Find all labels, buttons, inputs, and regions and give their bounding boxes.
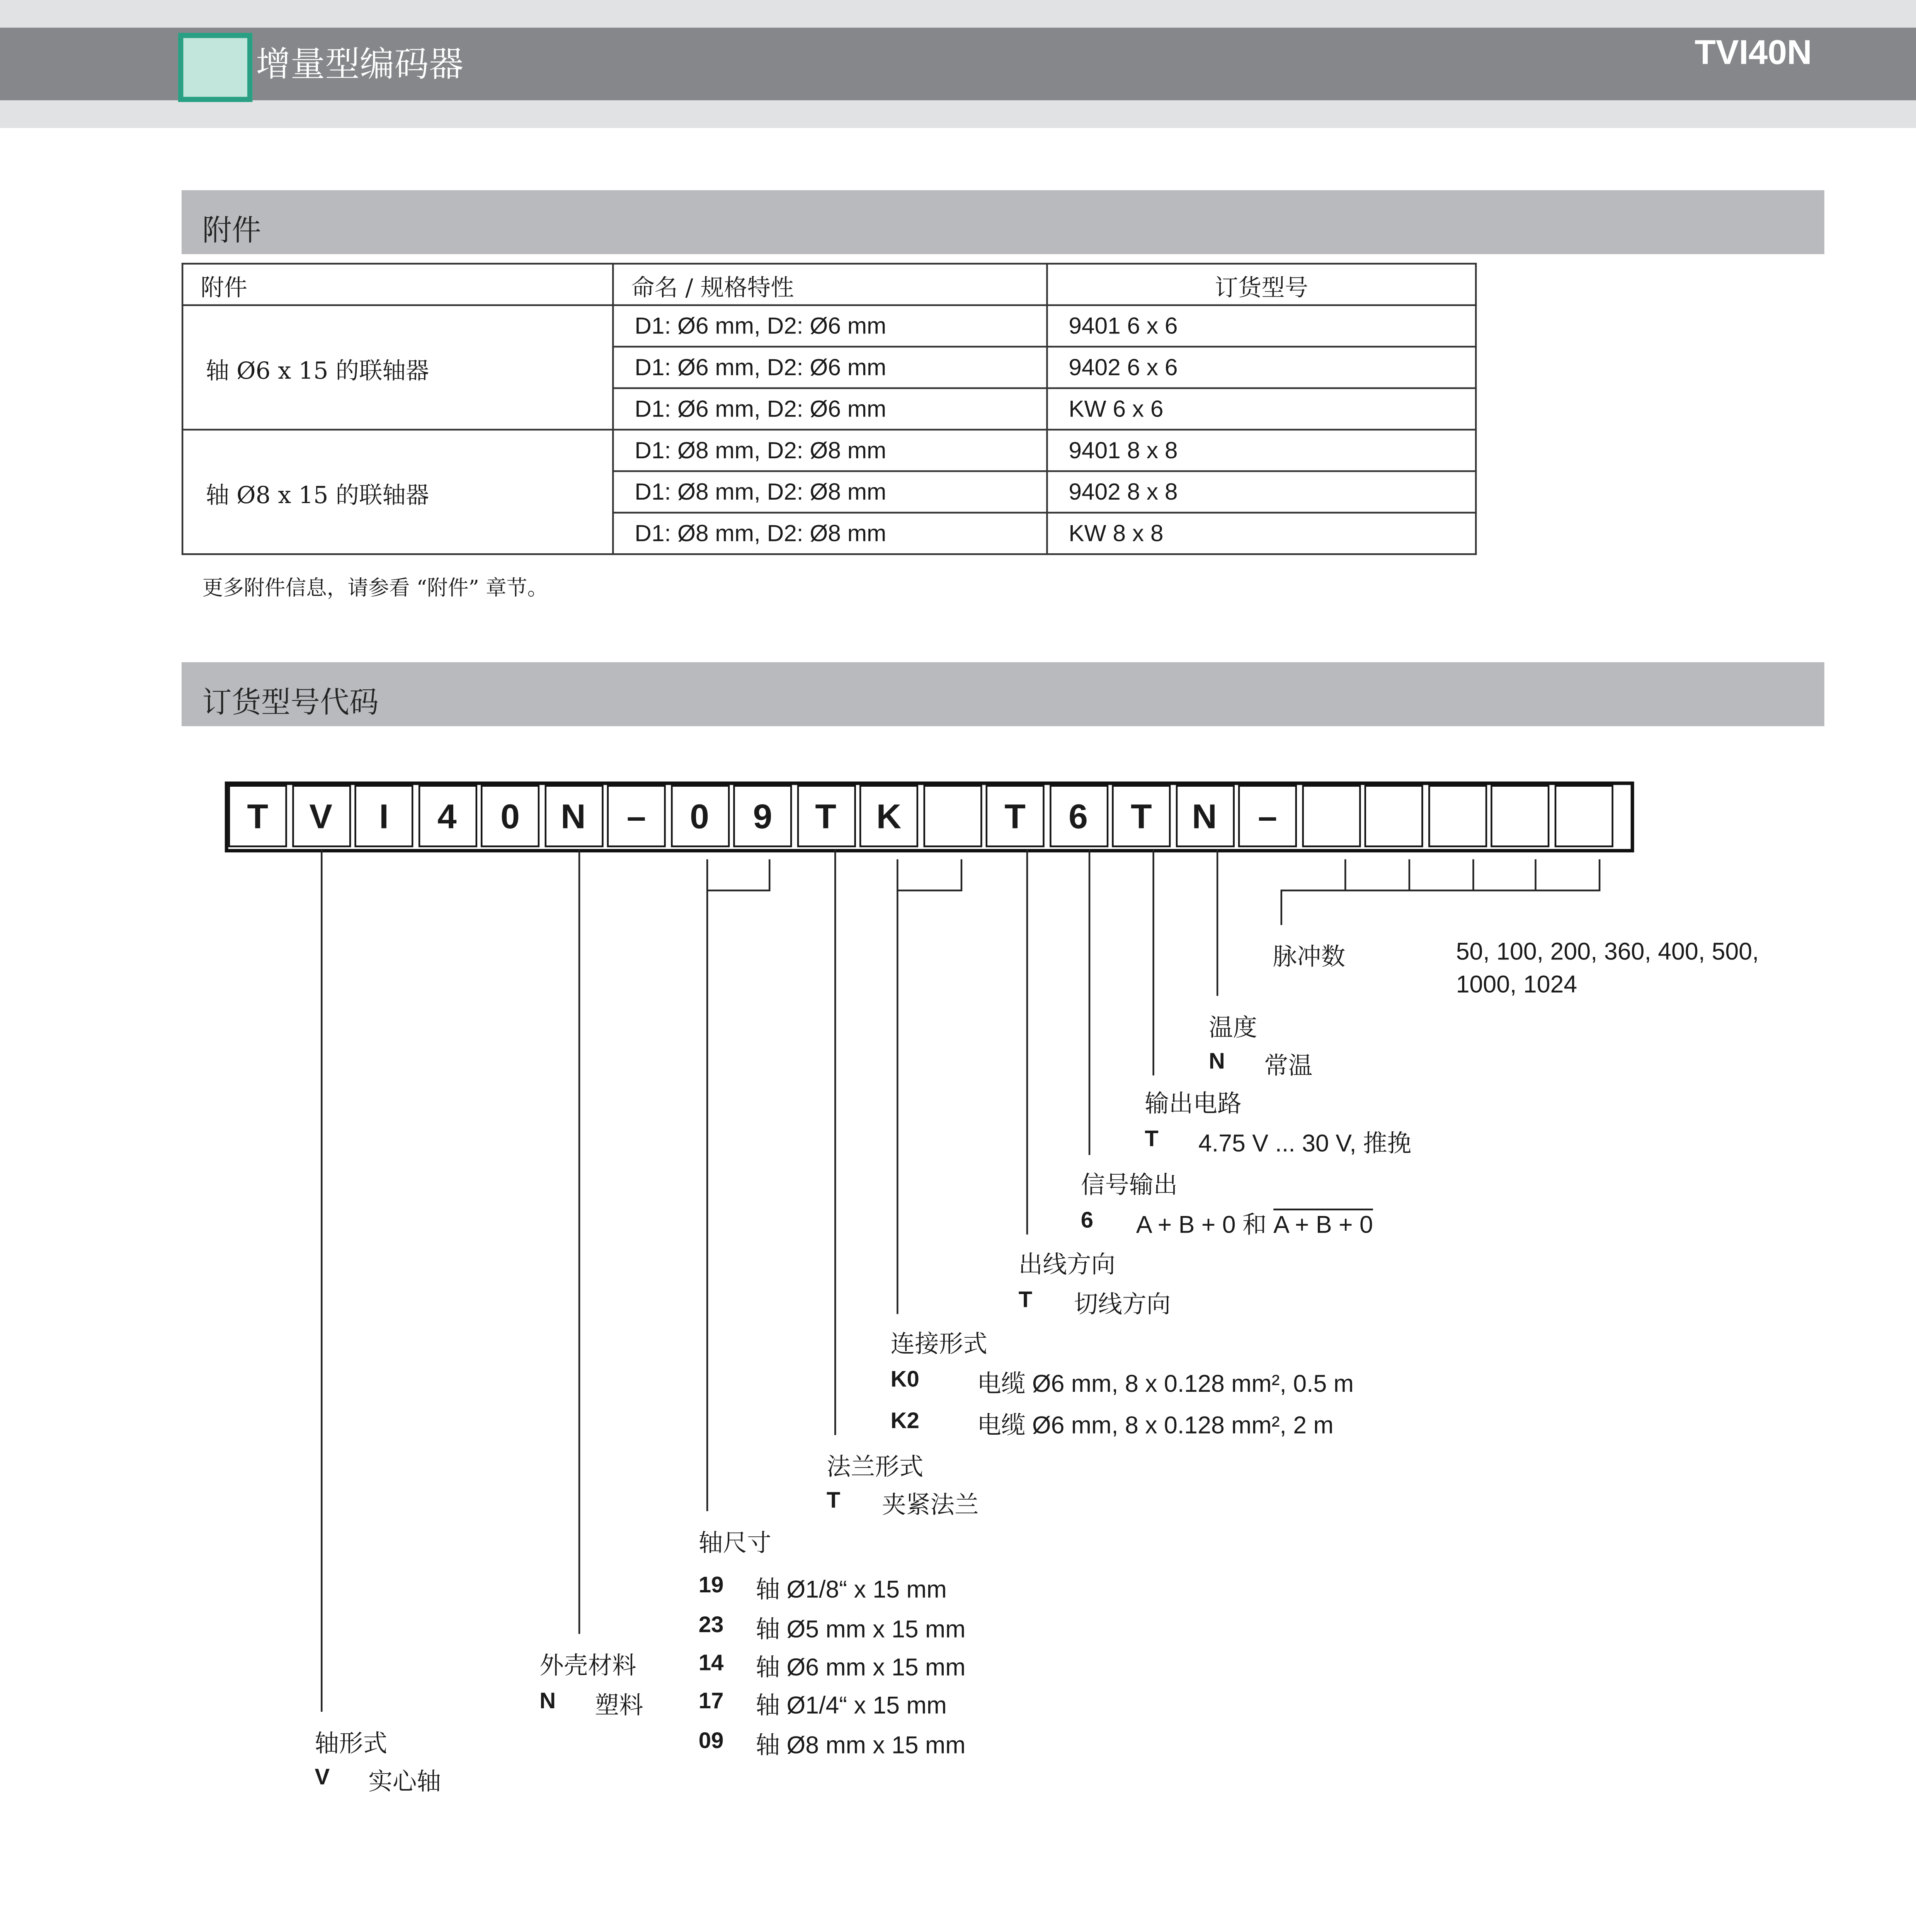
housing-desc: 塑料 [595,1692,643,1721]
order-code-box: 9 [733,785,792,847]
order-code-box: 0 [670,785,729,847]
table-cell: D1: Ø6 mm, D2: Ø6 mm [613,388,1047,430]
shaft-size-desc: 轴 Ø8 mm x 15 mm [756,1731,966,1759]
order-code-box: 4 [418,785,476,847]
temperature-code: N [1208,1048,1225,1074]
cable-direction-label: 出线方向 [1018,1252,1116,1280]
table-cell: KW 8 x 8 [1047,513,1476,554]
connection-code: K2 [890,1407,919,1434]
signal-output-desc-prefix: A + B + 0 和 [1136,1210,1267,1238]
shaft-size-code: 09 [698,1727,724,1753]
shaft-size-label: 轴尺寸 [698,1530,771,1558]
order-code-box: – [1238,785,1297,847]
pulses-values-line2: 1000, 1024 [1456,970,1577,998]
order-code-box: T [796,785,855,847]
order-code-box: 6 [1049,785,1108,847]
connection-code: K0 [890,1366,919,1392]
table-cell: D1: Ø8 mm, D2: Ø8 mm [613,513,1047,554]
pulses-label: 脉冲数 [1273,944,1346,972]
signal-output-label: 信号输出 [1081,1172,1178,1200]
order-code-box: V [291,785,350,847]
order-code-box: K [859,785,918,847]
order-code-box: N [1175,785,1234,847]
output-circuit-label: 输出电路 [1145,1091,1242,1119]
output-circuit-code: T [1145,1126,1159,1152]
shaft-type-code: V [315,1764,330,1790]
flange-desc: 夹紧法兰 [882,1492,979,1520]
cable-direction-desc: 切线方向 [1074,1291,1171,1320]
accessories-note: 更多附件信息，请参看 “附件” 章节。 [202,576,548,600]
connection-label: 连接形式 [890,1331,988,1359]
table-cell: D1: Ø8 mm, D2: Ø8 mm [613,430,1047,471]
signal-output-desc [1136,1207,1373,1241]
shaft-size-code: 19 [698,1571,724,1598]
header-model: TVI40N [1695,34,1812,73]
table-group-cell: 轴 Ø8 x 15 的联轴器 [182,430,613,554]
table-cell: 9402 6 x 6 [1047,347,1476,388]
signal-output-desc-inverted: A + B + 0 [1273,1210,1373,1238]
table-cell: 9402 8 x 8 [1047,471,1476,512]
output-circuit-desc: 4.75 V ... 30 V, 推挽 [1198,1129,1412,1157]
order-code-box: – [607,785,666,847]
shaft-size-desc: 轴 Ø1/8“ x 15 mm [756,1575,947,1603]
order-code-box: N [544,785,602,847]
connection-desc: 电缆 Ø6 mm, 8 x 0.128 mm², 2 m [977,1411,1334,1439]
header-title: 增量型编码器 [256,43,464,85]
order-code-section-title: 订货型号代码 [202,686,379,721]
shaft-size-desc: 轴 Ø6 mm x 15 mm [756,1653,966,1681]
table-cell: 9401 6 x 6 [1047,305,1476,347]
order-code-box: 0 [481,785,539,847]
order-code-box: T [228,785,287,847]
order-code-box: I [354,785,413,847]
table-cell: D1: Ø6 mm, D2: Ø6 mm [613,305,1047,347]
table-cell: D1: Ø6 mm, D2: Ø6 mm [613,347,1047,388]
table-header-cell: 附件 [182,264,613,305]
table-header-cell: 订货型号 [1047,264,1476,305]
connection-desc: 电缆 Ø6 mm, 8 x 0.128 mm², 0.5 m [977,1369,1354,1397]
shaft-type-label: 轴形式 [315,1731,388,1759]
table-cell: 9401 8 x 8 [1047,430,1476,471]
order-code-box: T [986,785,1045,847]
table-cell: KW 6 x 6 [1047,388,1476,430]
temperature-desc: 常温 [1264,1053,1313,1081]
accessories-section-title: 附件 [202,214,261,249]
shaft-type-desc: 实心轴 [368,1769,441,1797]
table-cell: D1: Ø8 mm, D2: Ø8 mm [613,471,1047,512]
signal-output-code: 6 [1081,1207,1094,1233]
flange-code: T [826,1487,841,1513]
table-header-cell: 命名 / 规格特性 [613,264,1047,305]
shaft-size-code: 14 [698,1649,724,1675]
shaft-size-code: 23 [698,1611,724,1638]
table-group-cell: 轴 Ø6 x 15 的联轴器 [182,305,613,430]
shaft-size-code: 17 [698,1687,724,1714]
shaft-size-desc: 轴 Ø5 mm x 15 mm [756,1615,966,1643]
temperature-label: 温度 [1208,1015,1257,1043]
order-code-box: T [1112,785,1171,847]
housing-label: 外壳材料 [539,1653,636,1681]
shaft-size-desc: 轴 Ø1/4“ x 15 mm [756,1691,947,1719]
cable-direction-code: T [1018,1286,1033,1313]
housing-code: N [539,1687,556,1714]
pulses-values-line1: 50, 100, 200, 360, 400, 500, [1456,937,1759,965]
flange-label: 法兰形式 [826,1454,924,1482]
